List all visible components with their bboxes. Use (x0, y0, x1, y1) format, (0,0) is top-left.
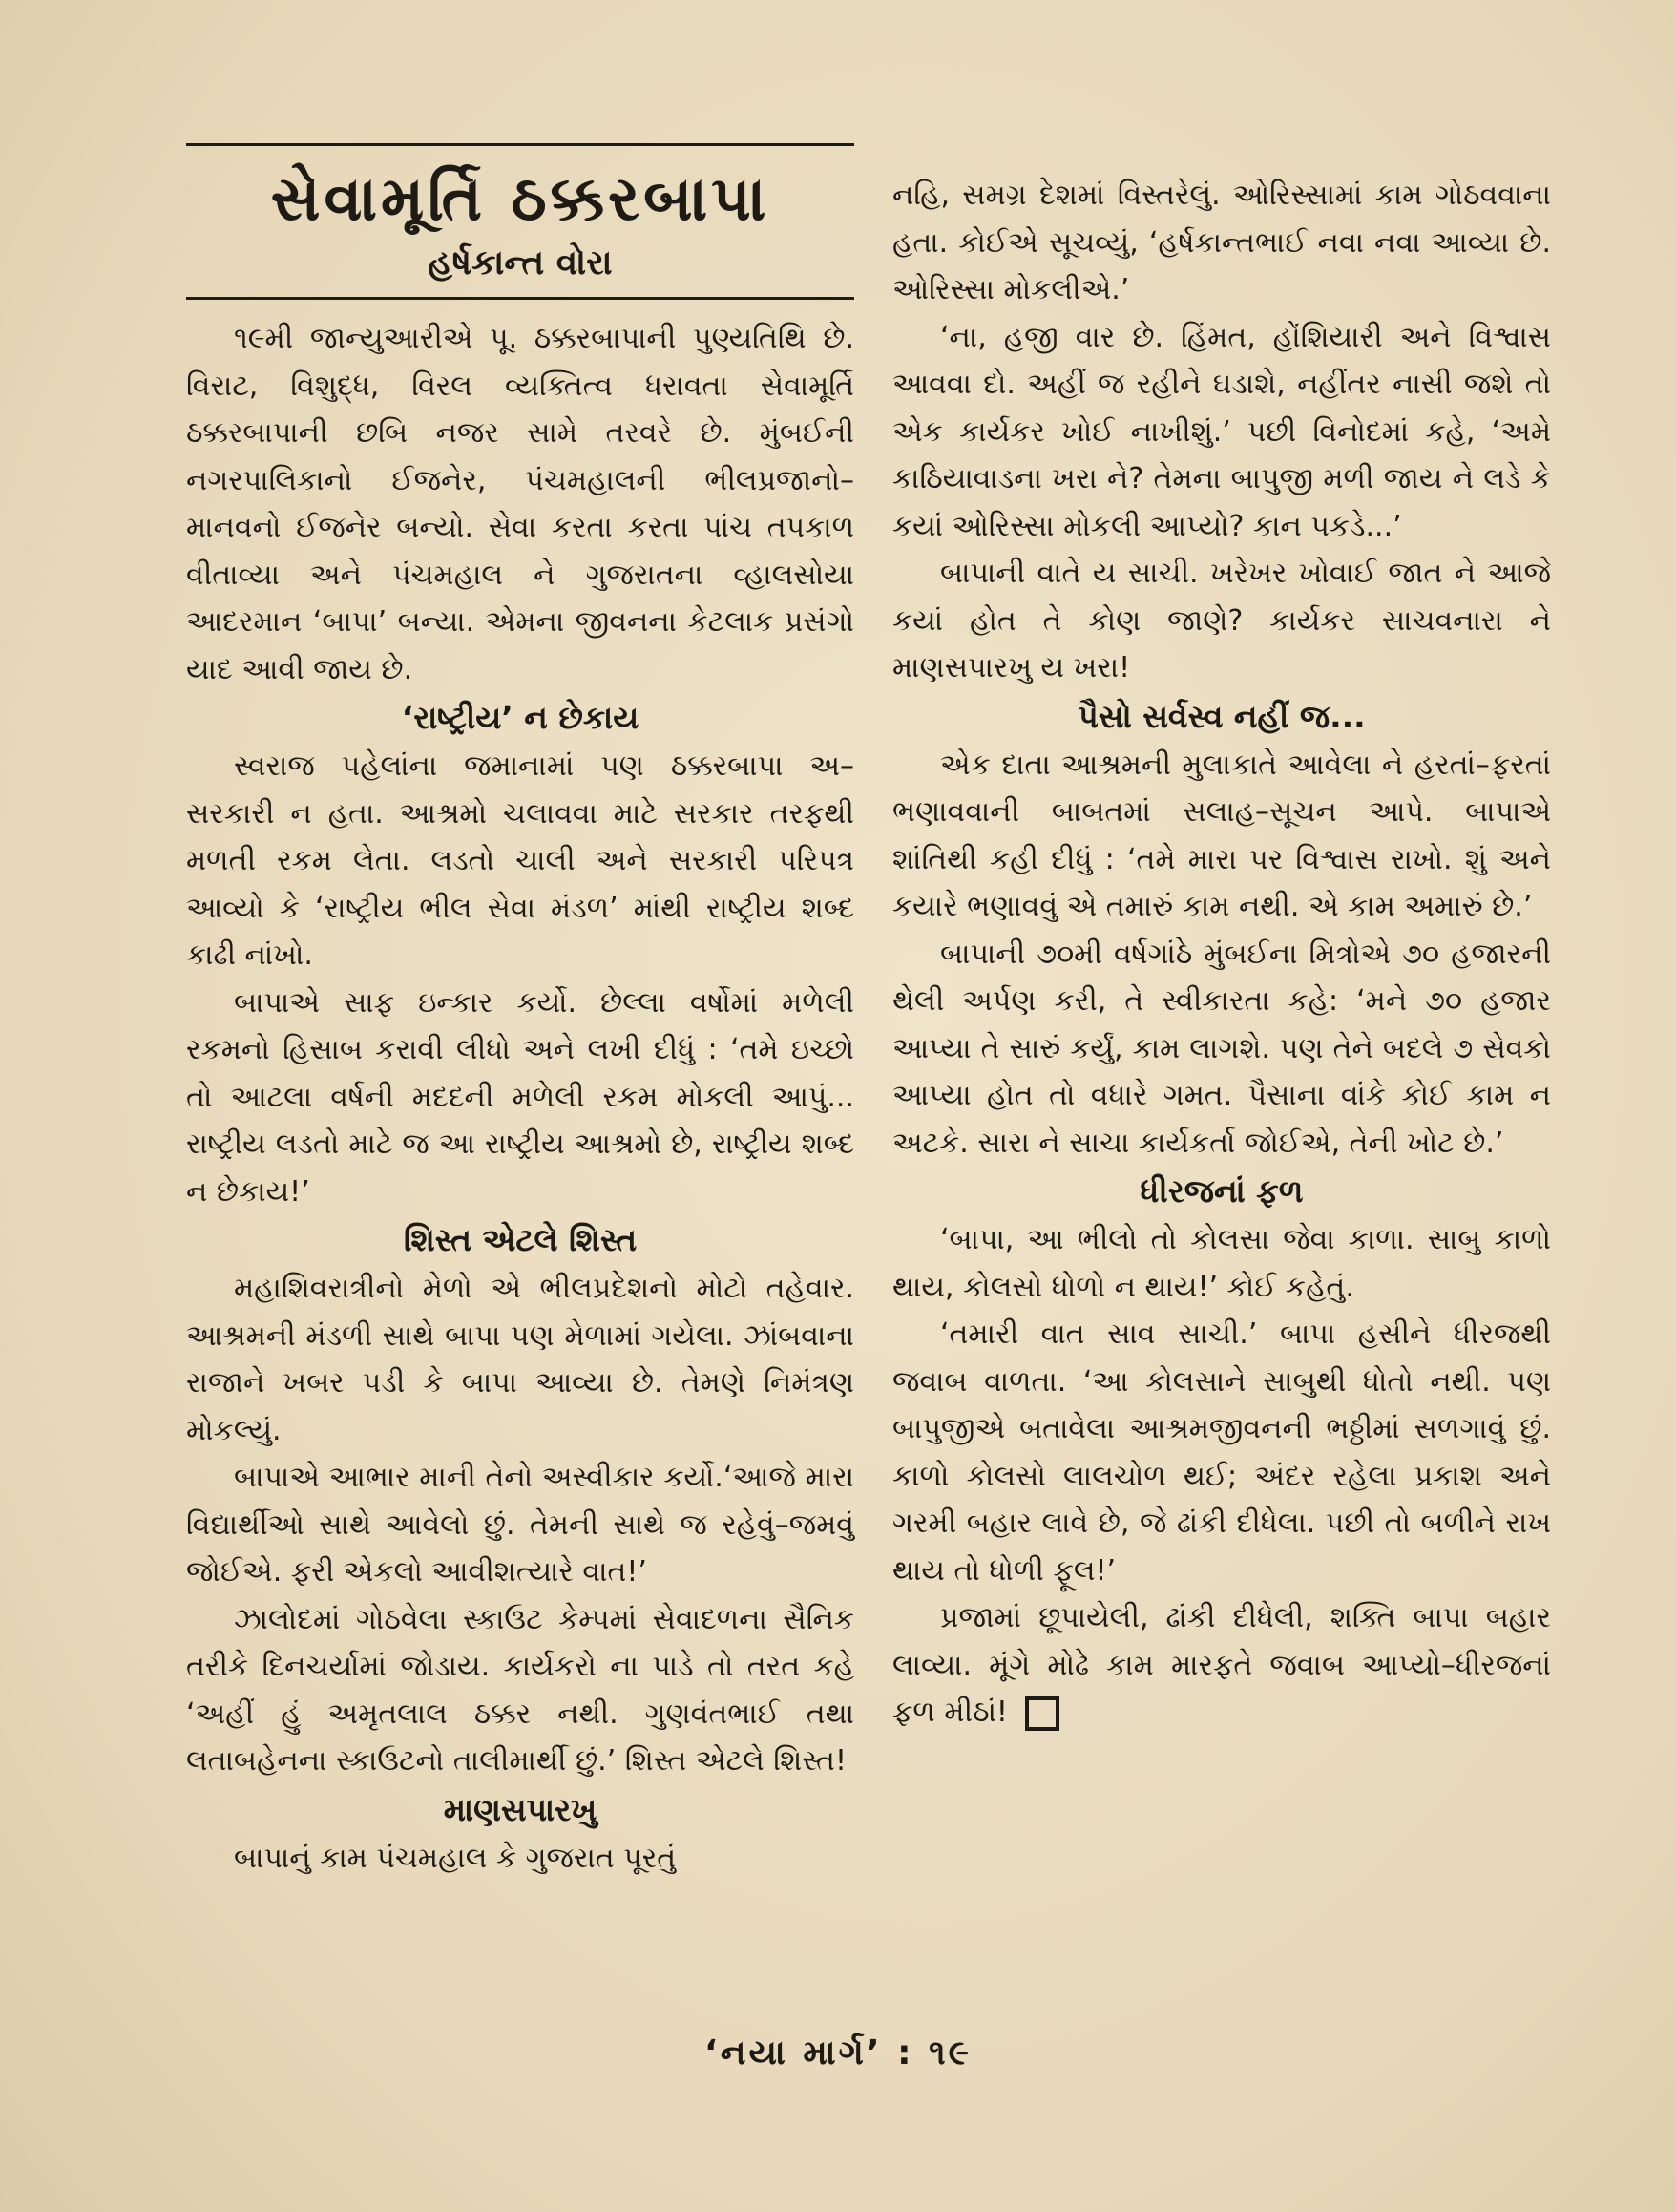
left-column-body (186, 315, 854, 1882)
article-end-square-icon (1025, 1696, 1059, 1731)
paragraph-text: બાપાની ૭૦મી વર્ષગાંઠે મુંબઈના મિત્રોએ ૭૦ હજારની થેલી અર્પણ કરી, તે સ્વીકારતા કહે: ‘મને ૭૦ હજાર આપ્યા તે સારું કર્યું, કામ લાગશે. પણ તેને બદલે ૭ સેવકો આપ્યા હોત તો વધારે ગમત. પૈસાના વાંકે કોઈ કામ ન અટકે. સારા ને સાચા કાર્યકર્તા જોઈએ, તેની ખોટ છે.’ (892, 937, 1551, 1160)
paragraph (892, 1216, 1551, 1311)
article-author: હર્ષકાન્ત વોરા (428, 243, 613, 283)
paragraph (186, 980, 854, 1216)
page-footer: ‘નયા માર્ગ’ : ૧૯ (704, 2033, 972, 2073)
paragraph (186, 1454, 854, 1596)
paragraph-text: બાપાએ સાફ ઇન્કાર કર્યો. છેલ્લા વર્ષોમાં મળેલી રકમનો હિસાબ કરાવી લીધો અને લખી દીધું : ‘તમે ઇચ્છો તો આટલા વર્ષની મદદની મળેલી રકમ મોકલી આપું... રાષ્ટ્રીય લડતો માટે જ આ રાષ્ટ્રીય આશ્રમો છે, રાષ્ટ્રીય શબ્દ ન છેકાય!’ (186, 985, 854, 1209)
paragraph (892, 1311, 1551, 1594)
section-heading (892, 692, 1551, 742)
paragraph-text: એક દાતા આશ્રમની મુલાકાતે આવેલા ને હરતાં–ફરતાં ભણાવવાની બાબતમાં સલાહ–સૂચન આપે. બાપાએ શાંતિથી કહી દીધું : ‘તમે મારા પર વિશ્વાસ રાખો. શું અને કયારે ભણાવવું એ તમારું કામ નથી. એ કામ અમારું છે.’ (892, 748, 1551, 923)
paragraph (892, 931, 1551, 1168)
paragraph (892, 314, 1551, 551)
paragraph-text: બાપાની વાતે ય સાચી. ખરેખર ખોવાઈ જાત ને આજે કયાં હોત તે કોણ જાણે? કાર્યકર સાચવનારા ને માણસપારખુ ય ખરા! (892, 557, 1551, 685)
paragraph-text: ‘તમારી વાત સાવ સાચી.’ બાપા હસીને ધીરજથી જવાબ વાળતા. ‘આ કોલસાને સાબુથી ધોતો નથી. પણ બાપુજીએ બતાવેલા આશ્રમજીવનની ભઠ્ઠીમાં સળગાવું છું. કાળો કોલસો લાલચોળ થઈ; અંદર રહેલા પ્રકાશ અને ગરમી બહાર લાવે છે, જે ઢાંકી દીધેલા. પછી તો બળીને રાખ થાય તો ધોળી ફૂલ!’ (892, 1317, 1551, 1588)
right-column (892, 172, 1551, 1737)
section-heading (186, 1785, 854, 1835)
paragraph-text: ‘બાપા, આ ભીલો તો કોલસા જેવા કાળા. સાબુ કાળો થાય, કોલસો ધોળો ન થાય!’ કોઈ કહેતું. (892, 1223, 1551, 1304)
section-heading (892, 1167, 1551, 1216)
paragraph (892, 1594, 1551, 1737)
paragraph-text: પ્રજામાં છૂપાયેલી, ઢાંકી દીધેલી, શક્તિ બાપા બહાર લાવ્યા. મૂંગે મોઢે કામ મારફતે જવાબ આપ્યો–ધીરજનાં ફળ મીઠાં! (892, 1601, 1551, 1729)
section-heading-text: પૈસો સર્વસ્વ નહીં જ... (1078, 697, 1366, 735)
title-bottom-rule (186, 297, 854, 300)
title-top-rule (186, 143, 854, 146)
article-title: સેવામૂર્તિ ઠક્કરબાપા (270, 164, 770, 235)
paragraph-text: ‘ના, હજી વાર છે. હિંમત, હોંશિયારી અને વિશ્વાસ આવવા દો. અહીં જ રહીને ઘડાશે, નહીંતર નાસી જશે તો એક કાર્યકર ખોઈ નાખીશું.’ પછી વિનોદમાં કહે, ‘અમે કાઠિયાવાડના ખરા ને? તેમના બાપુજી મળી જાય ને લડે કે કયાં ઓરિસ્સા મોકલી આપ્યો? કાન પકડે...’ (892, 320, 1551, 543)
section-heading (186, 1215, 854, 1265)
paragraph-text: ઝાલોદમાં ગોઠવેલા સ્કાઉટ કેમ્પમાં સેવાદળના સૈનિક તરીકે દિનચર્યામાં જોડાય. કાર્યકરો ના પાડે તો તરત કહે ‘અહીં હું અમૃતલાલ ઠક્કર નથી. ગુણવંતભાઈ તથા લતાબહેનના સ્કાઉટનો તાલીમાર્થી છું.’ શિસ્ત એટલે શિસ્ત! (186, 1602, 854, 1778)
paragraph (892, 742, 1551, 931)
paragraph-text: બાપાનું કામ પંચમહાલ કે ગુજરાત પૂરતું (234, 1841, 677, 1875)
left-column (186, 143, 854, 1882)
paragraph (186, 1835, 854, 1883)
paragraph-text: ૧૯મી જાન્યુઆરીએ પૂ. ઠક્કરબાપાની પુણ્યતિથિ છે. વિરાટ, વિશુદ્ધ, વિરલ વ્યક્તિત્વ ધરાવતા સેવામૂર્તિ ઠક્કરબાપાની છબિ નજર સામે તરવરે છે. મુંબઈની નગરપાલિકાનો ઈજનેર, પંચમહાલની ભીલપ્રજાનો–માનવનો ઈજનેર બન્યો. સેવા કરતા કરતા પાંચ તપકાળ વીતાવ્યા અને પંચમહાલ ને ગુજરાતના વ્હાલસોયા આદરમાન ‘બાપા’ બન્યા. એમના જીવનના કેટલાક પ્રસંગો યાદ આવી જાય છે. (186, 322, 854, 686)
paragraph (892, 550, 1551, 692)
paragraph (186, 315, 854, 693)
paragraph (186, 743, 854, 980)
paragraph-text: સ્વરાજ પહેલાંના જમાનામાં પણ ઠક્કરબાપા અ–સરકારી ન હતા. આશ્રમો ચલાવવા માટે સરકાર તરફથી મળતી રકમ લેતા. લડતો ચાલી અને સરકારી પરિપત્ર આવ્યો કે ‘રાષ્ટ્રીય ભીલ સેવા મંડળ’ માંથી રાષ્ટ્રીય શબ્દ કાઢી નાંખો. (186, 749, 854, 972)
section-heading-text: ધીરજનાં ફળ (1140, 1172, 1304, 1210)
section-heading-text: શિસ્ત એટલે શિસ્ત (403, 1221, 638, 1258)
section-heading-text: ‘રાષ્ટ્રીય’ ન છેકાય (401, 699, 639, 736)
paragraph (186, 1265, 854, 1454)
paragraph-text: મહાશિવરાત્રીનો મેળો એ ભીલપ્રદેશનો મોટો તહેવાર. આશ્રમની મંડળી સાથે બાપા પણ મેળામાં ગયેલા. ઝાંબવાના રાજાને ખબર પડી કે બાપા આવ્યા છે. તેમણે નિમંત્રણ મોકલ્યું. (186, 1272, 854, 1447)
section-heading (186, 693, 854, 743)
right-column-body (892, 172, 1551, 1737)
section-heading-text: માણસપારખુ (443, 1790, 597, 1828)
paragraph-text: બાપાએ આભાર માની તેનો અસ્વીકાર કર્યો.‘આજે મારા વિદ્યાર્થીઓ સાથે આવેલો છું. તેમની સાથે જ રહેવું–જમવું જોઈએ. ફરી એકલો આવીશત્યારે વાત!’ (186, 1461, 854, 1589)
paragraph-text: નહિ, સમગ્ર દેશમાં વિસ્તરેલું. ઓરિસ્સામાં કામ ગોઠવવાના હતા. કોઈએ સૂચવ્યું, ‘હર્ષકાન્તભાઈ નવા નવા આવ્યા છે. ઓરિસ્સા મોકલીએ.’ (892, 179, 1551, 306)
paragraph (186, 1596, 854, 1785)
paragraph (892, 172, 1551, 314)
